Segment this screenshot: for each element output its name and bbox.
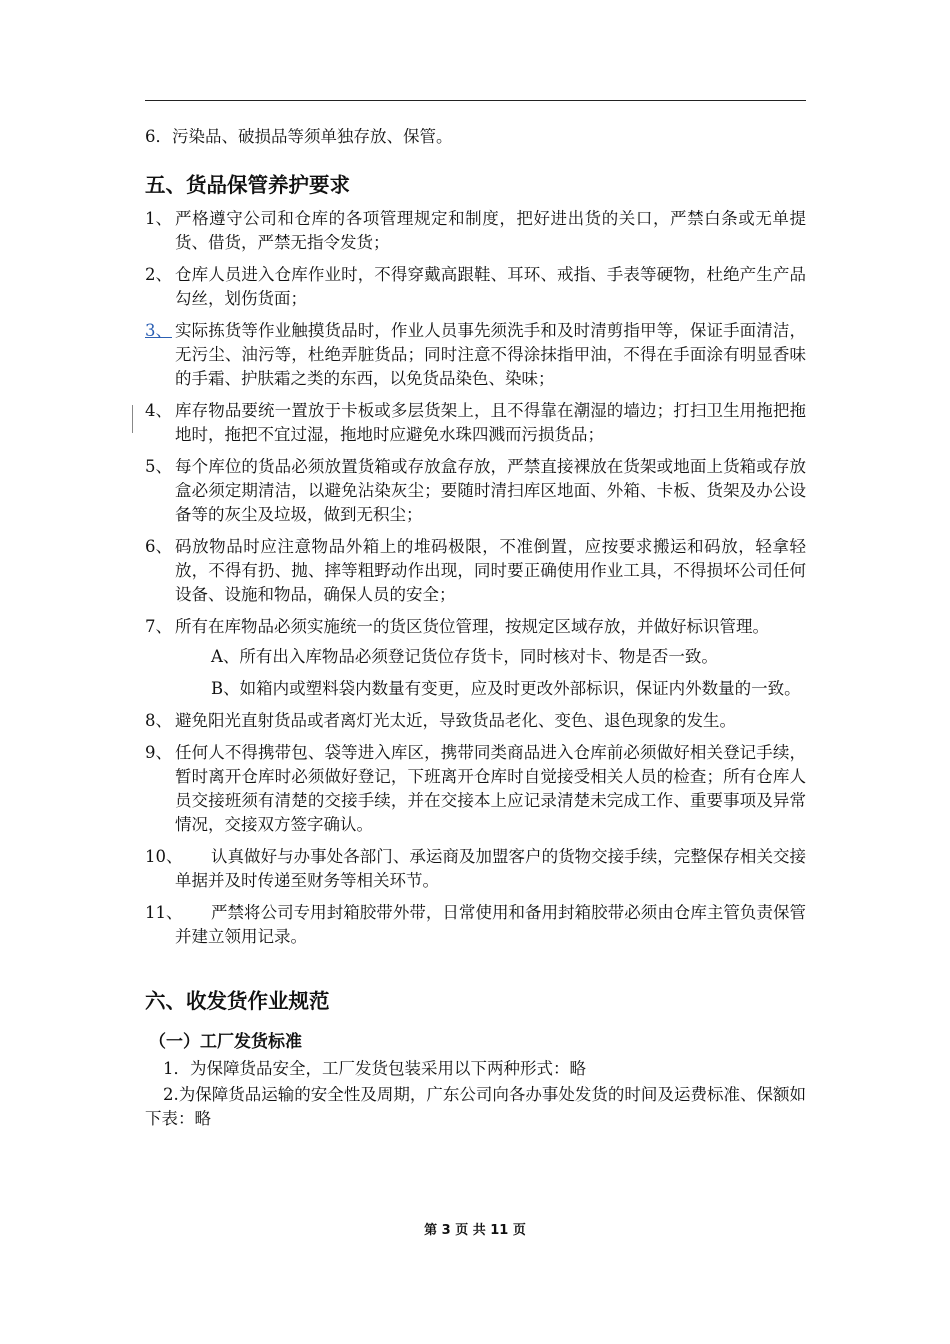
list-text: 任何人不得携带包、袋等进入库区，携带同类商品进入仓库前必须做好相关登记手续，暂时离开仓库时必须做好登记，下班离开仓库时自觉接受相关人员的检查；所有仓库人员交接班须有清楚的交接手续，并在交接本上应记录清楚未完成工作、重要事项及异常情况，交接双方签字确认。 [175, 743, 806, 834]
list-number-link[interactable]: 3、 [145, 321, 172, 340]
list-number: 5、 [145, 457, 172, 476]
list-item [145, 319, 806, 391]
list-text: 严格遵守公司和仓库的各项管理规定和制度，把好进出货的关口，严禁白条或无单提货、借货，严禁无指令发货； [175, 209, 806, 252]
sub-item-b: B、如箱内或塑料袋内数量有变更，应及时更改外部标识，保证内外数量的一致。 [211, 679, 801, 698]
list-text: 避免阳光直射货品或者离灯光太近，导致货品老化、变色、退色现象的发生。 [175, 711, 736, 730]
list-item [145, 263, 806, 311]
list-text: 仓库人员进入仓库作业时，不得穿戴高跟鞋、耳环、戒指、手表等硬物，杜绝产生产品勾丝，划伤货面； [175, 265, 806, 308]
list-number: 6、 [145, 537, 172, 556]
list-item [145, 741, 806, 837]
list-number: 4、 [145, 401, 172, 420]
subsection-heading: （一）工厂发货标准 [149, 1032, 302, 1052]
list-item [145, 207, 806, 255]
list-text: 认真做好与办事处各部门、承运商及加盟客户的货物交接手续，完整保存相关交接单据并及时传递至财务等相关环节。 [175, 847, 806, 890]
list-number: 2、 [145, 265, 172, 284]
sub-item-a: A、所有出入库物品必须登记货位存货卡，同时核对卡、物是否一致。 [211, 647, 718, 666]
list-item [145, 615, 806, 639]
page-footer: 第 3 页 共 11 页 [424, 1223, 526, 1238]
list-text: 库存物品要统一置放于卡板或多层货架上，且不得靠在潮湿的墙边；打扫卫生用拖把拖地时，拖把不宜过湿，拖地时应避免水珠四溅而污损货品； [175, 401, 806, 444]
list-text: 每个库位的货品必须放置货箱或存放盒存放，严禁直接裸放在货架或地面上货箱或存放盒必须定期清洁，以避免沾染灰尘；要随时清扫库区地面、外箱、卡板、货架及办公设备等的灰尘及垃圾，做到无积尘； [175, 457, 806, 524]
list-number: 7、 [145, 617, 172, 636]
list-text: 所有在库物品必须实施统一的货区货位管理，按规定区域存放，并做好标识管理。 [175, 617, 769, 636]
change-bar [132, 405, 133, 433]
list-item [145, 709, 806, 733]
list-number: 1、 [145, 209, 172, 228]
paragraph-shipping-schedule: 2.为保障货品运输的安全性及周期，广东公司向各办事处发货的时间及运费标准、保额如下表：略 [145, 1085, 806, 1128]
list-number: 9、 [145, 743, 172, 762]
list-number: 11、 [145, 903, 183, 922]
list-item [145, 535, 806, 607]
list-number: 8、 [145, 711, 172, 730]
list-number: 10、 [145, 847, 183, 866]
header-rule [145, 100, 806, 101]
document-body [145, 118, 806, 1131]
list-text: 严禁将公司专用封箱胶带外带，日常使用和备用封箱胶带必须由仓库主管负责保管并建立领用记录。 [175, 903, 806, 946]
list-text: 实际拣货等作业触摸货品时，作业人员事先须洗手和及时清剪指甲等，保证手面清洁，无污尘、油污等，杜绝弄脏货品；同时注意不得涂抹指甲油，不得在手面涂有明显香味的手霜、护肤霜之类的东西，以免货品染色、染味； [175, 321, 806, 388]
paragraph-factory-packaging: 1．为保障货品安全，工厂发货包装采用以下两种形式：略 [163, 1059, 586, 1078]
paragraph-item-6: 6．污染品、破损品等须单独存放、保管。 [145, 127, 453, 146]
list-text: 码放物品时应注意物品外箱上的堆码极限，不准倒置，应按要求搬运和码放，轻拿轻放，不得有扔、抛、摔等粗野动作出现，同时要正确使用作业工具，不得损坏公司任何设备、设施和物品，确保人员的安全； [175, 537, 806, 604]
list-item [145, 455, 806, 527]
list-item [145, 399, 806, 447]
list-item [145, 901, 806, 949]
section-6-heading: 六、收发货作业规范 [145, 989, 330, 1013]
list-item [145, 845, 806, 893]
section-5-heading: 五、货品保管养护要求 [145, 173, 350, 197]
